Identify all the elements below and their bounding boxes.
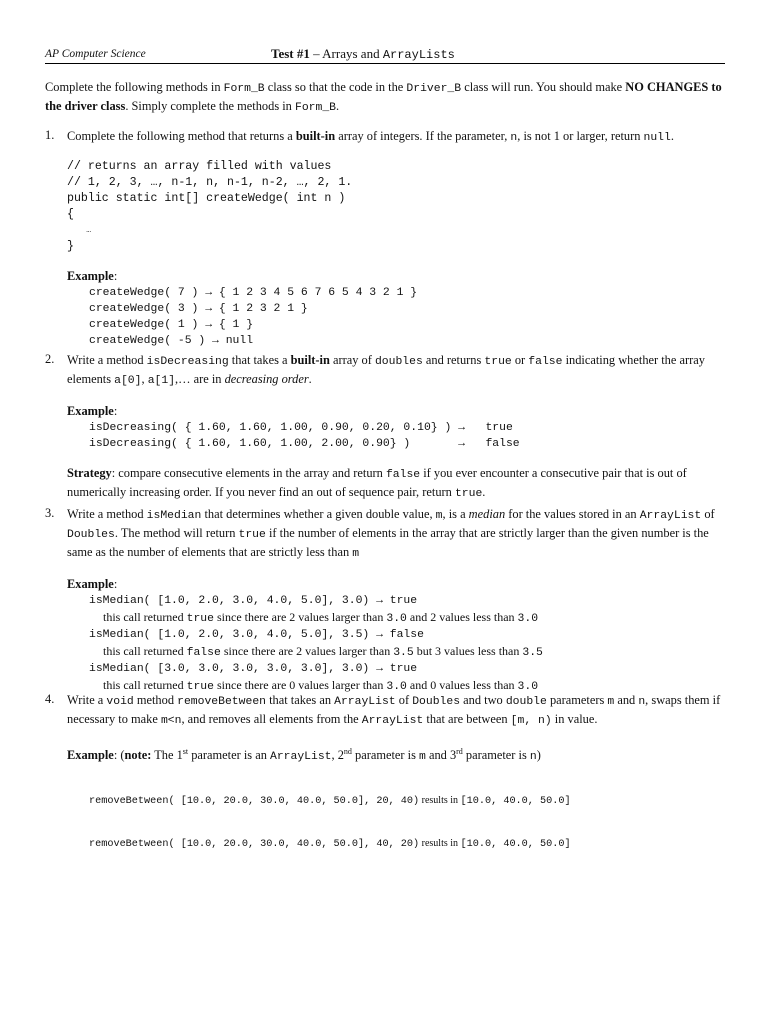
question-number: 1. bbox=[45, 128, 55, 142]
example-line: createWedge( 7 ) → { 1 2 3 4 5 6 7 6 5 4 3 2 1 } bbox=[89, 287, 418, 299]
code-line: public static int[] createWedge( int n ) bbox=[67, 192, 346, 205]
example-heading: Example: bbox=[67, 269, 118, 283]
strategy-paragraph: Strategy: compare consecutive elements in the array and return false if you ever encounter a consecutive pair that is out of numerically increasing order. If you never find an out of sequence pair, return true. bbox=[67, 466, 687, 500]
question-prompt: Write a method isDecreasing that takes a built-in array of doubles and returns true or false indicating whether the array elements a[0], a[1],… are in decreasing order. bbox=[67, 353, 705, 387]
code-line: { bbox=[67, 208, 74, 221]
example-line: isDecreasing( { 1.60, 1.60, 1.00, 2.00, 0.90} ) → false bbox=[89, 438, 520, 450]
example-list bbox=[89, 420, 732, 452]
question-number: 3. bbox=[45, 506, 55, 520]
test-title: Test #1 – Arrays and ArrayLists bbox=[271, 46, 455, 62]
example-heading: Example: bbox=[67, 404, 118, 418]
example-note: this call returned true since there are 2 values larger than 3.0 and 2 values less than 3.0 bbox=[103, 610, 539, 625]
example-line: isMedian( [1.0, 2.0, 3.0, 4.0, 5.0], 3.5) → false bbox=[89, 629, 424, 641]
code-line: // returns an array filled with values bbox=[67, 160, 332, 173]
header-rule bbox=[45, 63, 725, 64]
code-line: // 1, 2, 3, …, n-1, n, n-1, n-2, …, 2, 1. bbox=[67, 176, 353, 189]
page-header bbox=[45, 46, 725, 64]
example-list bbox=[89, 766, 732, 880]
question-prompt: Write a method isMedian that determines whether a given double value, m, is a median for the values stored in an ArrayList of Doubles. The method will return true if the number of elements in the array that are strictly larger than the given number is the same as the number of elements that are strictly less than m bbox=[67, 507, 715, 560]
example-note: this call returned true since there are 0 values larger than 3.0 and 0 values less than 3.0 bbox=[103, 678, 539, 693]
question-number: 2. bbox=[45, 352, 55, 366]
example-line: isDecreasing( { 1.60, 1.60, 1.00, 0.90, 0.20, 0.10} ) → true bbox=[89, 422, 513, 434]
example-list bbox=[89, 285, 732, 349]
example-line: isMedian( [1.0, 2.0, 3.0, 4.0, 5.0], 3.0) → true bbox=[89, 595, 418, 607]
example-line: createWedge( 1 ) → { 1 } bbox=[89, 319, 254, 331]
example-heading: Example: (note: The 1st parameter is an ArrayList, 2nd parameter is m and 3rd parameter is n) bbox=[67, 747, 541, 764]
code-block bbox=[67, 159, 732, 255]
example-heading: Example: bbox=[67, 577, 118, 591]
question-prompt: Complete the following method that returns a built-in array of integers. If the parameter, n, is not 1 or larger, return null. bbox=[67, 129, 674, 144]
question-body bbox=[67, 128, 732, 349]
course-name: AP Computer Science bbox=[45, 48, 146, 60]
example-line: isMedian( [3.0, 3.0, 3.0, 3.0, 3.0], 3.0) → true bbox=[89, 663, 418, 675]
example-note: this call returned false since there are 2 values larger than 3.5 but 3 values less than 3.5 bbox=[103, 644, 543, 659]
example-line: createWedge( -5 ) → null bbox=[89, 335, 254, 347]
example-line: createWedge( 3 ) → { 1 2 3 2 1 } bbox=[89, 303, 308, 315]
question-body bbox=[67, 692, 732, 880]
example-line: removeBetween( [10.0, 20.0, 30.0, 40.0, 50.0], 20, 40) results in [10.0, 40.0, 50.0] bbox=[89, 795, 571, 808]
question-prompt: Write a void method removeBetween that takes an ArrayList of Doubles and two double parameters m and n, swaps them if necessary to make m<n, and removes all elements from the ArrayList that are between [m, n) in value. bbox=[67, 693, 721, 727]
question-number: 4. bbox=[45, 692, 55, 706]
example-line: removeBetween( [10.0, 20.0, 30.0, 40.0, 50.0], 40, 20) results in [10.0, 40.0, 50.0] bbox=[89, 838, 571, 851]
question-body bbox=[67, 352, 732, 503]
question-body bbox=[67, 506, 732, 695]
code-line: … bbox=[67, 226, 92, 235]
instructions-paragraph: Complete the following methods in Form_B class so that the code in the Driver_B class will run. You should make NO CHANGES to the driver class. Simply complete the methods in Form_B. bbox=[45, 80, 722, 114]
example-list bbox=[67, 593, 732, 695]
code-line: } bbox=[67, 240, 74, 253]
